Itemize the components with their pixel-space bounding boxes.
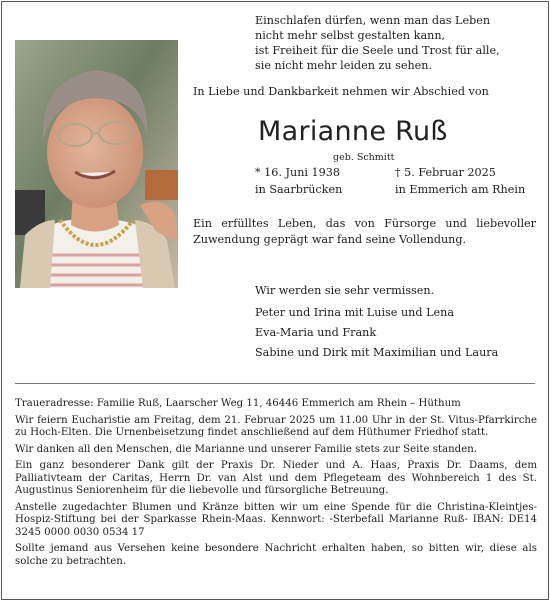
poem-line: Einschlafen dürfen, wenn man das Leben (255, 14, 491, 27)
mourning-address: Traueradresse: Familie Ruß, Laarscher Weg 11, 46446 Emmerich am Rhein – Hüthum (15, 398, 461, 409)
divider (15, 383, 535, 384)
miss-statement: Wir werden sie sehr vermissen. (255, 284, 435, 297)
closing-statement: Ein erfülltes Leben, das von Fürsorge und liebevoller Zuwendung geprägt war fand seine Vollendung. (193, 217, 536, 246)
footer-details (15, 398, 537, 572)
donation-info: Anstelle zugedachter Blumen und Kränze bitten wir um eine Spende für die Christina-Kleintjes-Hospiz-Stiftung bei der Sparkasse Rhein-Maas. Kennwort: -Sterbefall Marianne Ruß- IBAN: DE14 3245 0000 0030 0534 17 (15, 501, 537, 538)
birth-date: * 16. Juni 1938 (255, 166, 340, 179)
deceased-name: Marianne Ruß (258, 116, 448, 147)
death-place: in Emmerich am Rhein (395, 183, 526, 196)
memorial-poem (255, 13, 525, 73)
notice-remark: Sollte jemand aus Versehen keine besondere Nachricht erhalten haben, so bitten wir, diese als solche zu betrachten. (15, 543, 537, 567)
portrait-photo (15, 40, 178, 288)
mourners-list (255, 303, 498, 363)
poem-line: sie nicht mehr leiden zu sehen. (255, 59, 433, 72)
thanks-text: Wir danken all den Menschen, die Marianne und unserer Familie stets zur Seite standen. (15, 443, 478, 455)
death-date: † 5. Februar 2025 (395, 166, 496, 179)
birth-place: in Saarbrücken (255, 183, 343, 196)
mourner-entry: Sabine und Dirk mit Maximilian und Laura (255, 346, 499, 359)
intro-text: In Liebe und Dankbarkeit nehmen wir Abschied von (193, 85, 489, 98)
service-info: Wir feiern Eucharistie am Freitag, dem 21. Februar 2025 um 11.00 Uhr in der St. Vitus-Pfarrkirche zu Hoch-Elten. Die Urnenbeisetzung findet anschließend auf dem Hüthumer Friedhof statt. (15, 414, 537, 438)
poem-line: nicht mehr selbst gestalten kann, (255, 29, 446, 42)
special-thanks: Ein ganz besonderer Dank gilt der Praxis Dr. Nieder und A. Haas, Praxis Dr. Daams, dem Palliativteam der Caritas, Herrn Dr. van Alst und dem Pflegeteam des Wohnbereich 1 des St. Augustinus Seniorenheim für die liebevolle und fürsorgliche Betreuung. (15, 460, 537, 496)
mourner-entry: Peter und Irina mit Luise und Lena (255, 306, 454, 319)
mourner-entry: Eva-Maria und Frank (255, 326, 377, 339)
maiden-name: geb. Schmitt (333, 152, 395, 163)
poem-line: ist Freiheit für die Seele und Trost für alle, (255, 44, 500, 57)
